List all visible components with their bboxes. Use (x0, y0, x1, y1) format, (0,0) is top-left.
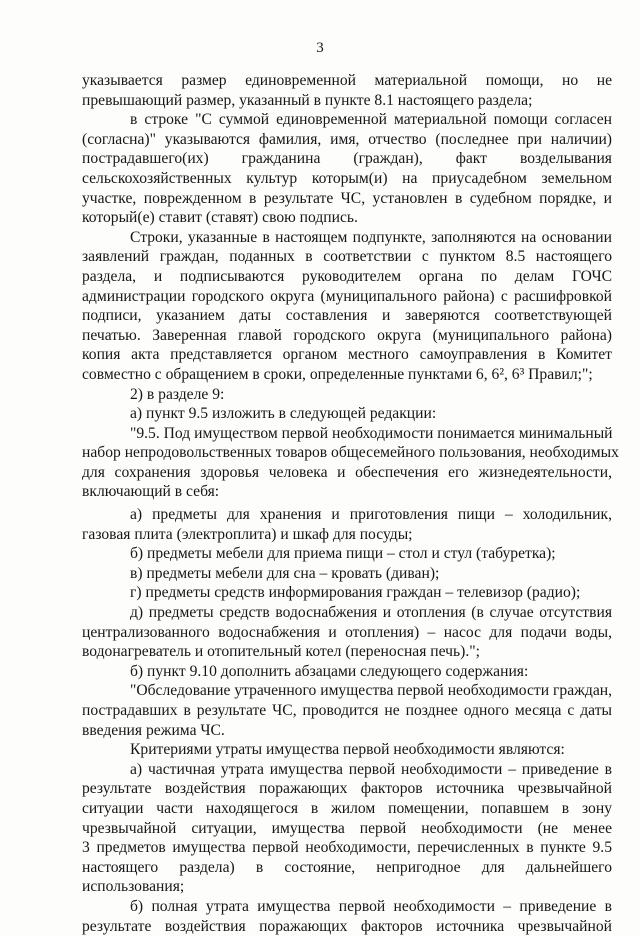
text-line: "Обследование утраченного имущества первой необходимости граждан, (130, 682, 612, 700)
text-line: 2) в разделе 9: (130, 385, 225, 403)
text-line: водонагреватель и отопительный котел (переносная печь)."; (82, 643, 480, 661)
text-line: указывается размер единовременной материальной помощи, но не (82, 72, 612, 89)
text-line: ситуации части находящегося в жилом помещении, попавшем в зону (82, 799, 612, 817)
text-line: набор непродовольственных товаров общесемейного пользования, необходимых (82, 444, 619, 462)
text-line: б) полная утрата имущества первой необходимости – приведение в (130, 897, 612, 915)
text-line: централизованного водоснабжения и отопления) – насос для подачи воды, (82, 623, 612, 641)
text-line: а) пункт 9.5 изложить в следующей редакции: (130, 405, 437, 423)
text-line: б) предметы мебели для приема пищи – стол и стул (табуретка); (130, 545, 556, 563)
text-line: совместно с обращением в сроки, определенные пунктами 6, 6², 6³ Правил;"; (82, 365, 593, 383)
text-line: чрезвычайной ситуации, имущества первой необходимости (не менее (82, 819, 612, 837)
page-number: 3 (316, 40, 324, 56)
text-line: настоящего раздела) в состояние, непригодное для дальнейшего (82, 858, 612, 876)
text-line: а) частичная утрата имущества первой необходимости – приведение в (130, 760, 612, 778)
text-line: пострадавших в результате ЧС, проводится не позднее одного месяца с даты (82, 702, 612, 719)
document-body (82, 71, 619, 936)
text-line: который(е) ставит (ставят) свою подпись. (82, 209, 358, 227)
text-line: включающий в себя: (82, 483, 220, 501)
text-line: заявлений граждан, поданных в соответствии с пунктом 8.5 настоящего (82, 248, 612, 266)
text-line: сельскохозяйственных культур которым(и) на приусадебном земельном (82, 169, 612, 187)
text-line: "9.5. Под имуществом первой необходимости понимается минимальный (130, 424, 613, 442)
text-line: результате воздействия поражающих факторов источника чрезвычайной (82, 917, 612, 935)
text-line: д) предметы средств водоснабжения и отопления (в случае отсутствия (130, 604, 612, 622)
text-line: для сохранения здоровья человека и обеспечения его жизнедеятельности, (82, 463, 612, 481)
text-line: б) пункт 9.10 дополнить абзацами следующего содержания: (130, 662, 529, 680)
text-line: превышающий размер, указанный в пункте 8.1 настоящего раздела; (82, 91, 533, 109)
text-line: Строки, указанные в настоящем подпункте, заполняются на основании (130, 228, 612, 246)
text-line: пострадавшего(их) гражданина (граждан), факт возделывания (82, 150, 612, 168)
text-line: использования; (82, 878, 185, 896)
text-line: подписи, указанием даты составления и заверяются соответствующей (82, 307, 612, 325)
text-line: копия акта представляется органом местного самоуправления в Комитет (82, 346, 612, 364)
text-line: (согласна)" указываются фамилия, имя, отчество (последнее при наличии) (82, 130, 612, 148)
text-line: а) предметы для хранения и приготовления пищи – холодильник, (130, 506, 612, 524)
text-line: 3 предметов имущества первой необходимости, перечисленных в пункте 9.5 (82, 839, 612, 857)
text-line: г) предметы средств информирования граждан – телевизор (радио); (130, 584, 581, 602)
text-line: газовая плита (электроплита) и шкаф для посуды; (82, 525, 413, 543)
text-line: печатью. Заверенная главой городского округа (муниципального района) (82, 326, 612, 344)
text-line: участке, поврежденном в результате ЧС, установлен в судебном порядке, и (82, 189, 612, 207)
text-line: в строке "С суммой единовременной материальной помощи согласен (130, 111, 612, 129)
text-line: Критериями утраты имущества первой необходимости являются: (130, 741, 565, 759)
text-line: раздела, и подписываются руководителем органа по делам ГОЧС (82, 267, 612, 285)
text-line: введения режима ЧС. (82, 721, 225, 739)
text-line: администрации городского округа (муниципального района) с расшифровкой (82, 287, 612, 305)
text-line: в) предметы мебели для сна – кровать (диван); (130, 564, 440, 582)
text-line: результате воздействия поражающих факторов источника чрезвычайной (82, 780, 612, 798)
